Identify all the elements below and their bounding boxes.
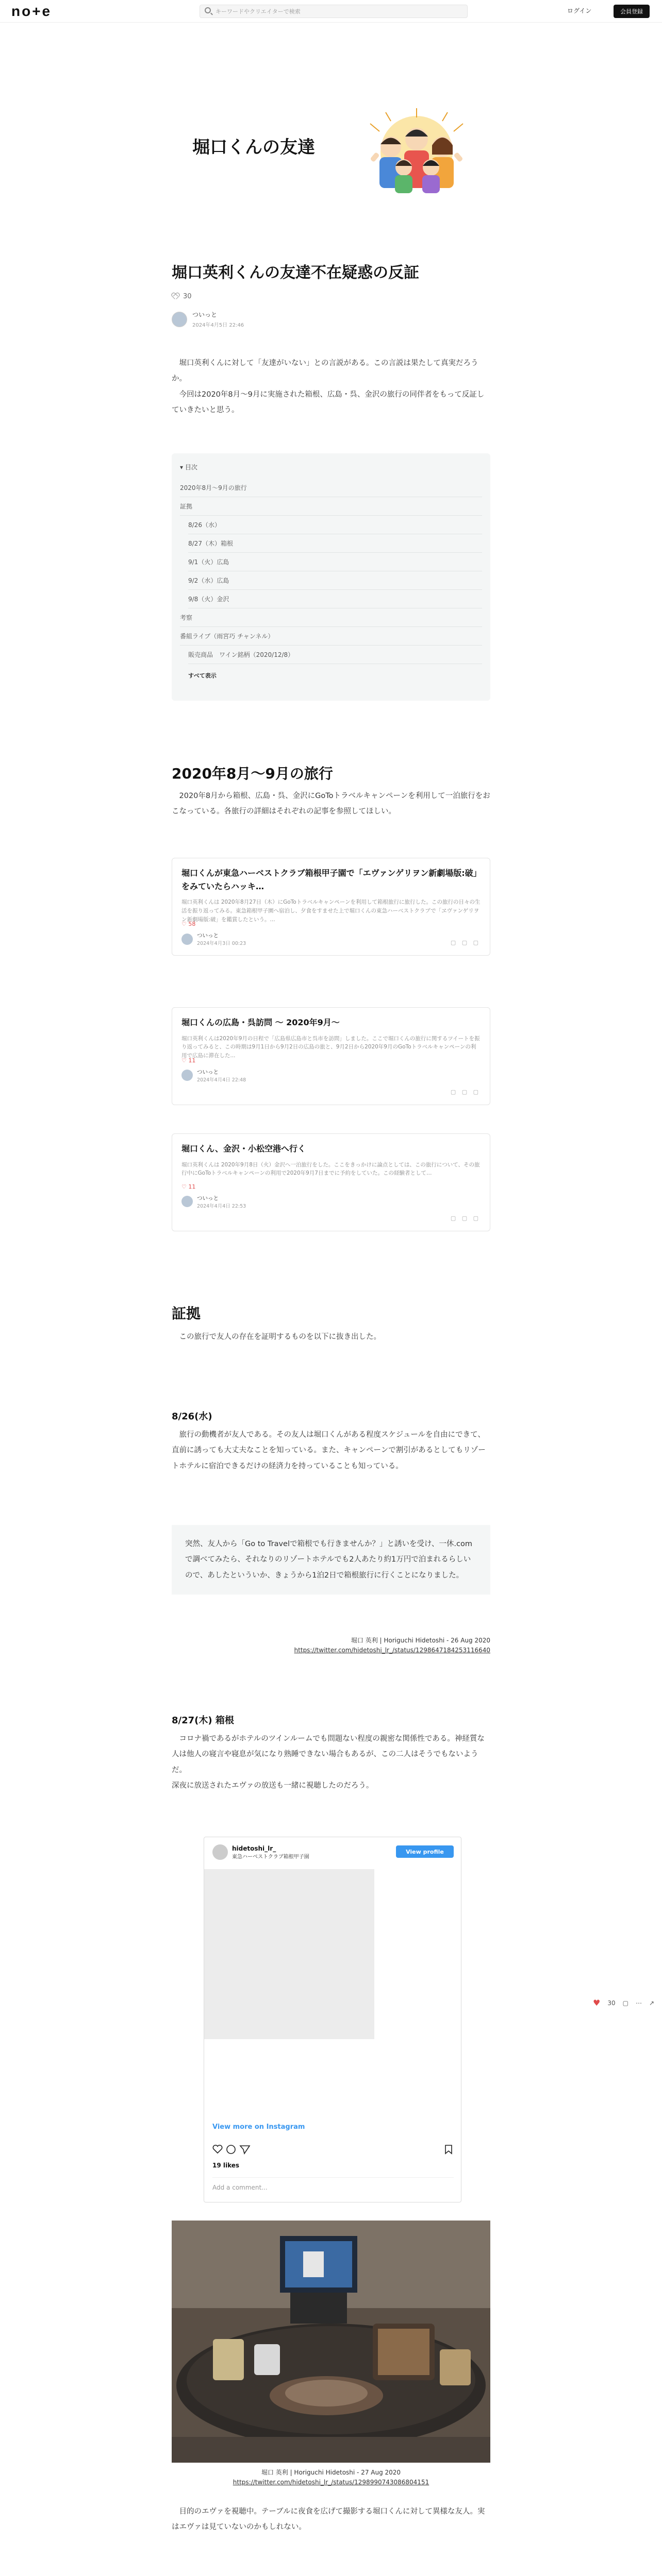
embed-card-2[interactable]	[172, 1007, 490, 1105]
card-excerpt: 堀口英利くんは 2020年9月8日（火）金沢へ一泊旅行をした。ここをきっかけに論点としては、この旅行について、その旅行中にGoToトラベルキャンペーンの利用で2020年9月7日までに予約をしていた。この経験者として…	[181, 1161, 480, 1177]
toc-item[interactable]: 考察	[180, 608, 482, 627]
heart-icon	[213, 2145, 222, 2153]
tweet-caption-0826: 堀口 英利 | Horiguchi Hidetoshi - 26 Aug 2020 https://twitter.com/hidetoshi_lr_/status/1298647184253116640	[294, 1637, 490, 1654]
insta-comment-input[interactable]: Add a comment...	[212, 2177, 454, 2191]
card-action-icons[interactable]: ▢ ▢ ▢	[450, 939, 481, 946]
intro-paragraph-2: 今回は2020年8月〜9月に実施された箱根、広島・呉、金沢の旅行の同伴者をもって反証していきたいと思う。	[172, 390, 485, 415]
card-excerpt: 堀口英利くんは2020年9月の日程で「広島県広島市と呉市を訪問」しました。ここで堀口くんの旅行に関するツイートを振り返ってみると、この時期は9月1日から9月2日の広島の旅と、9月2日から2020年9月のGoToトラベルキャンペーンの利用で広島に滞在した...	[181, 1035, 480, 1059]
more-icon[interactable]: ⋯	[635, 1999, 642, 2007]
card-likes: ♡ 11	[181, 1183, 196, 1190]
like-row	[172, 293, 490, 300]
card-author: ついっと	[197, 933, 219, 939]
card-date: 2024年4月4日 22:53	[197, 1203, 246, 1209]
toc-item[interactable]: 8/27（木）箱根	[188, 534, 482, 553]
floating-like-count: 30	[607, 1999, 616, 2007]
toc-item[interactable]: 9/8（火）金沢	[188, 590, 482, 608]
article-title: 堀口英利くんの友達不在疑惑の反証	[172, 264, 419, 282]
paragraph-0827: コロナ禍であるがホテルのツインルームでも問題ない程度の親密な関係性である。神経質な人は他人の寝言や寝息が気になり熟睡できない場合もあるが、この二人はそうでもないようだ。 深夜に放送されたエヴァの放送も一緒に視聴したのだろう。	[172, 1735, 485, 1790]
instagram-embed	[204, 1837, 461, 2202]
embed-card-1[interactable]	[172, 858, 490, 956]
card-excerpt: 堀口英利くんは 2020年8月27日（木）にGoToトラベルキャンペーンを利用して箱根旅行に旅行した。この旅行の日々の生活を振り返ってみる。東急箱根甲子園へ宿泊し、夕食をすませた上で堀口くんの東急ハーベストクラブで「ヱヴァンゲリヲン新劇場版:破」を鑑賞したという。...	[181, 899, 481, 923]
toc-item[interactable]: 8/26（水）	[188, 516, 482, 534]
like-count: 30	[183, 293, 192, 300]
share-icon[interactable]: ↗	[649, 1999, 655, 2007]
paragraph-0826: 旅行の動機者が友人である。その友人は堀口くんがある程度スケジュールを自由にできて、直前に誘っても大丈夫なことを知っている。また、キャンペーンで割引があるとしてもリゾートホテルに宿泊できるだけの経済力を持っていることも知っている。	[172, 1431, 486, 1470]
table-of-contents	[172, 453, 490, 701]
tweet-link-0827[interactable]: https://twitter.com/hidetoshi_lr_/status/1298990743086804151	[233, 2479, 429, 2486]
toc-show-all-button[interactable]: すべて表示	[188, 672, 217, 679]
card-author: ついっと	[197, 1069, 219, 1075]
view-more-link[interactable]: View more on Instagram	[212, 2123, 305, 2131]
floating-action-bar	[593, 1998, 654, 2008]
register-button[interactable]: 会員登録	[614, 5, 650, 18]
avatar[interactable]	[172, 312, 187, 327]
intro-paragraph-1: 堀口英利くんに対して「友達がいない」との言説がある。この言説は果たして真実だろうか。	[172, 359, 478, 383]
insta-location[interactable]: 東急ハーベストクラブ箱根甲子園	[232, 1854, 309, 1860]
comment-icon	[227, 2145, 235, 2154]
view-profile-button[interactable]: View profile	[396, 1845, 454, 1858]
insta-image-placeholder[interactable]	[204, 1869, 374, 2039]
toc-item[interactable]: 証拠	[180, 497, 482, 516]
heart-icon[interactable]: ♥	[593, 1998, 601, 2008]
hero-title: 堀口くんの友達	[192, 137, 315, 158]
search-icon	[205, 7, 211, 13]
card-author: ついっと	[197, 1195, 219, 1201]
card-date: 2024年4月4日 22:48	[197, 1077, 246, 1083]
toc-header[interactable]: ▾ 目次	[180, 464, 197, 471]
section-heading-trip: 2020年8月〜9月の旅行	[172, 765, 333, 782]
bookmark-icon	[445, 2145, 452, 2154]
tweet-quote-0826: 突然、友人から「Go to Travelで箱根でも行きませんか？」と誘いを受け、一休.comで調べてみたら、それなりのリゾートホテルでも2人あたり約1万円で泊まれるらしいので、あしたといういか、きょうから1泊2日で箱根旅行に行くことになりました。	[172, 1525, 490, 1595]
toc-item[interactable]: 9/2（水）広島	[188, 571, 482, 590]
intro-text	[172, 355, 490, 418]
tweet-link-0826[interactable]: https://twitter.com/hidetoshi_lr_/status/1298647184253116640	[294, 1647, 490, 1654]
avatar	[181, 1196, 193, 1207]
tweet-caption-0827: 堀口 英利 | Horiguchi Hidetoshi - 27 Aug 2020 https://twitter.com/hidetoshi_lr_/status/1298990743086804151	[233, 2469, 429, 2486]
card-likes: ♡ 58	[181, 921, 196, 928]
search-placeholder: キーワードやクリエイターで検索	[216, 8, 301, 15]
card-title[interactable]: 堀口くんの広島・呉訪問 〜 2020年9月〜	[181, 1018, 340, 1027]
evidence-paragraph: この旅行で友人の存在を証明するものを以下に抜き出した。	[179, 1333, 381, 1341]
insta-action-icons[interactable]	[212, 2144, 454, 2155]
insta-username[interactable]: hidetoshi_lr_	[232, 1844, 276, 1852]
section-heading-evidence: 証拠	[172, 1305, 201, 1322]
heading-0826: 8/26(水)	[172, 1411, 212, 1422]
top-bar	[0, 0, 662, 23]
author-name[interactable]: ついっと	[192, 311, 218, 318]
hero-header-image	[172, 82, 490, 222]
avatar	[181, 934, 193, 945]
trip-paragraph: 2020年8月から箱根、広島・呉、金沢にGoToトラベルキャンペーンを利用して一泊旅行をおこなっている。各旅行の詳細はそれぞれの記事を参照してほしい。	[172, 792, 490, 816]
paragraph-0827-after: 目的のエヴァを視聴中。テーブルに夜食を広げて撮影する堀口くんに対して異様な友人。実はエヴァは見ていないのかもしれない。	[172, 2507, 485, 2532]
toc-item[interactable]: 2020年8月〜9月の旅行	[180, 479, 482, 497]
friends-illustration	[355, 103, 478, 198]
card-action-icons[interactable]: ▢ ▢ ▢	[450, 1215, 481, 1222]
heading-0827: 8/27(木) 箱根	[172, 1715, 234, 1726]
toc-item[interactable]: 販売商品 ワイン銘柄（2020/12/8）	[188, 646, 482, 664]
note-logo[interactable]: no+e	[11, 3, 52, 19]
card-title[interactable]: 堀口くん、金沢・小松空港へ行く	[181, 1144, 306, 1154]
avatar	[181, 1070, 193, 1081]
card-action-icons[interactable]: ▢ ▢ ▢	[450, 1089, 481, 1095]
toc-item[interactable]: 9/1（火）広島	[188, 553, 482, 571]
insta-likes: 19 likes	[212, 2162, 240, 2169]
photo-hotel-room	[172, 2221, 490, 2463]
card-date: 2024年4月3日 00:23	[197, 941, 246, 947]
avatar[interactable]	[212, 1844, 228, 1860]
card-likes: ♡ 11	[181, 1057, 196, 1064]
card-title[interactable]: 堀口くんが東急ハーベストクラブ箱根甲子園で「エヴァンゲリヲン新劇場版:破」をみていたらハッキ…	[181, 868, 477, 891]
embed-card-3[interactable]	[172, 1133, 490, 1231]
author-block[interactable]	[172, 310, 490, 328]
comment-icon[interactable]: ▢	[622, 1999, 628, 2007]
search-input[interactable]	[200, 5, 468, 18]
toc-item[interactable]: 番組ライブ（雨宮巧 チャンネル）	[180, 627, 482, 646]
post-date: 2024年4月5日 22:46	[192, 323, 244, 328]
heart-icon[interactable]	[172, 293, 179, 300]
login-link[interactable]: ログイン	[567, 7, 592, 14]
share-icon	[240, 2146, 250, 2154]
